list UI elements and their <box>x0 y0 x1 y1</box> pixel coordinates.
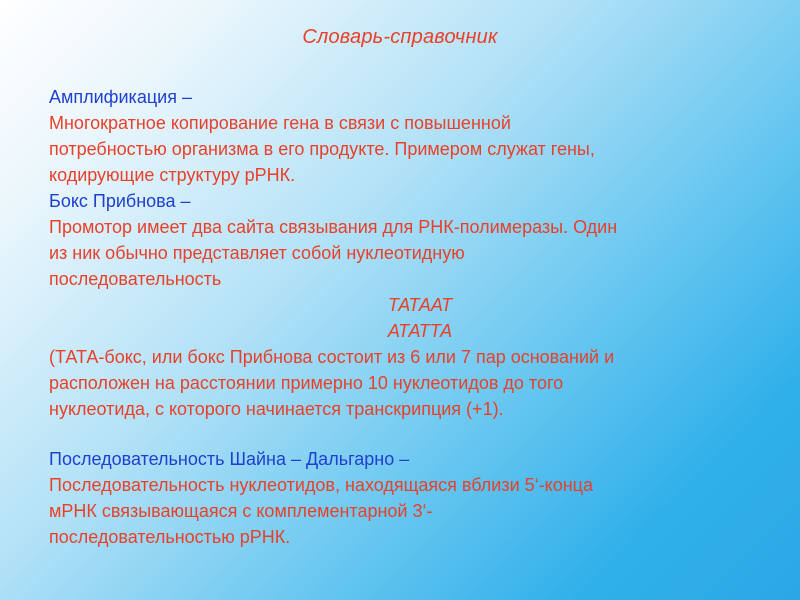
definition-line: последовательность <box>49 269 222 289</box>
spacer <box>49 422 769 446</box>
term-amplification: Амплификация – <box>49 87 192 107</box>
definition-line: потребностью организма в его продукте. Примером служат гены, <box>49 139 595 159</box>
term-pribnow-box: Бокс Прибнова – <box>49 191 191 211</box>
definition-line: кодирующие структуру рРНК. <box>49 165 296 185</box>
definition-line: Промотор имеет два сайта связывания для РНК-полимеразы. Один <box>49 217 618 237</box>
definition-line: Многократное копирование гена в связи с повышенной <box>49 113 511 133</box>
entry-amplification <box>49 84 769 188</box>
definition-line: последовательностью рРНК. <box>49 527 291 547</box>
slide-title: Словарь-справочник <box>302 26 498 48</box>
note-line: нуклеотида, с которого начинается транскрипция (+1). <box>49 399 504 419</box>
definition-line: Последовательность нуклеотидов, находящаяся вблизи 5‘-конца <box>49 475 593 495</box>
sequence-tataat: ТАТААТ <box>387 295 453 315</box>
entry-shine-dalgarno <box>49 446 769 550</box>
note-line: расположен на расстоянии примерно 10 нуклеотидов до того <box>49 373 564 393</box>
term-shine-dalgarno: Последовательность Шайна – Дальгарно – <box>49 449 410 469</box>
glossary-content <box>49 84 769 550</box>
sequence-atatta: АТАТТА <box>387 321 453 341</box>
note-line: (ТАТА-бокс, или бокс Прибнова состоит из 6 или 7 пар оснований и <box>49 347 615 367</box>
definition-line: мРНК связывающаяся с комплементарной 3‘- <box>49 501 433 521</box>
entry-pribnow-box <box>49 188 769 422</box>
definition-line: из ник обычно представляет собой нуклеотидную <box>49 243 465 263</box>
